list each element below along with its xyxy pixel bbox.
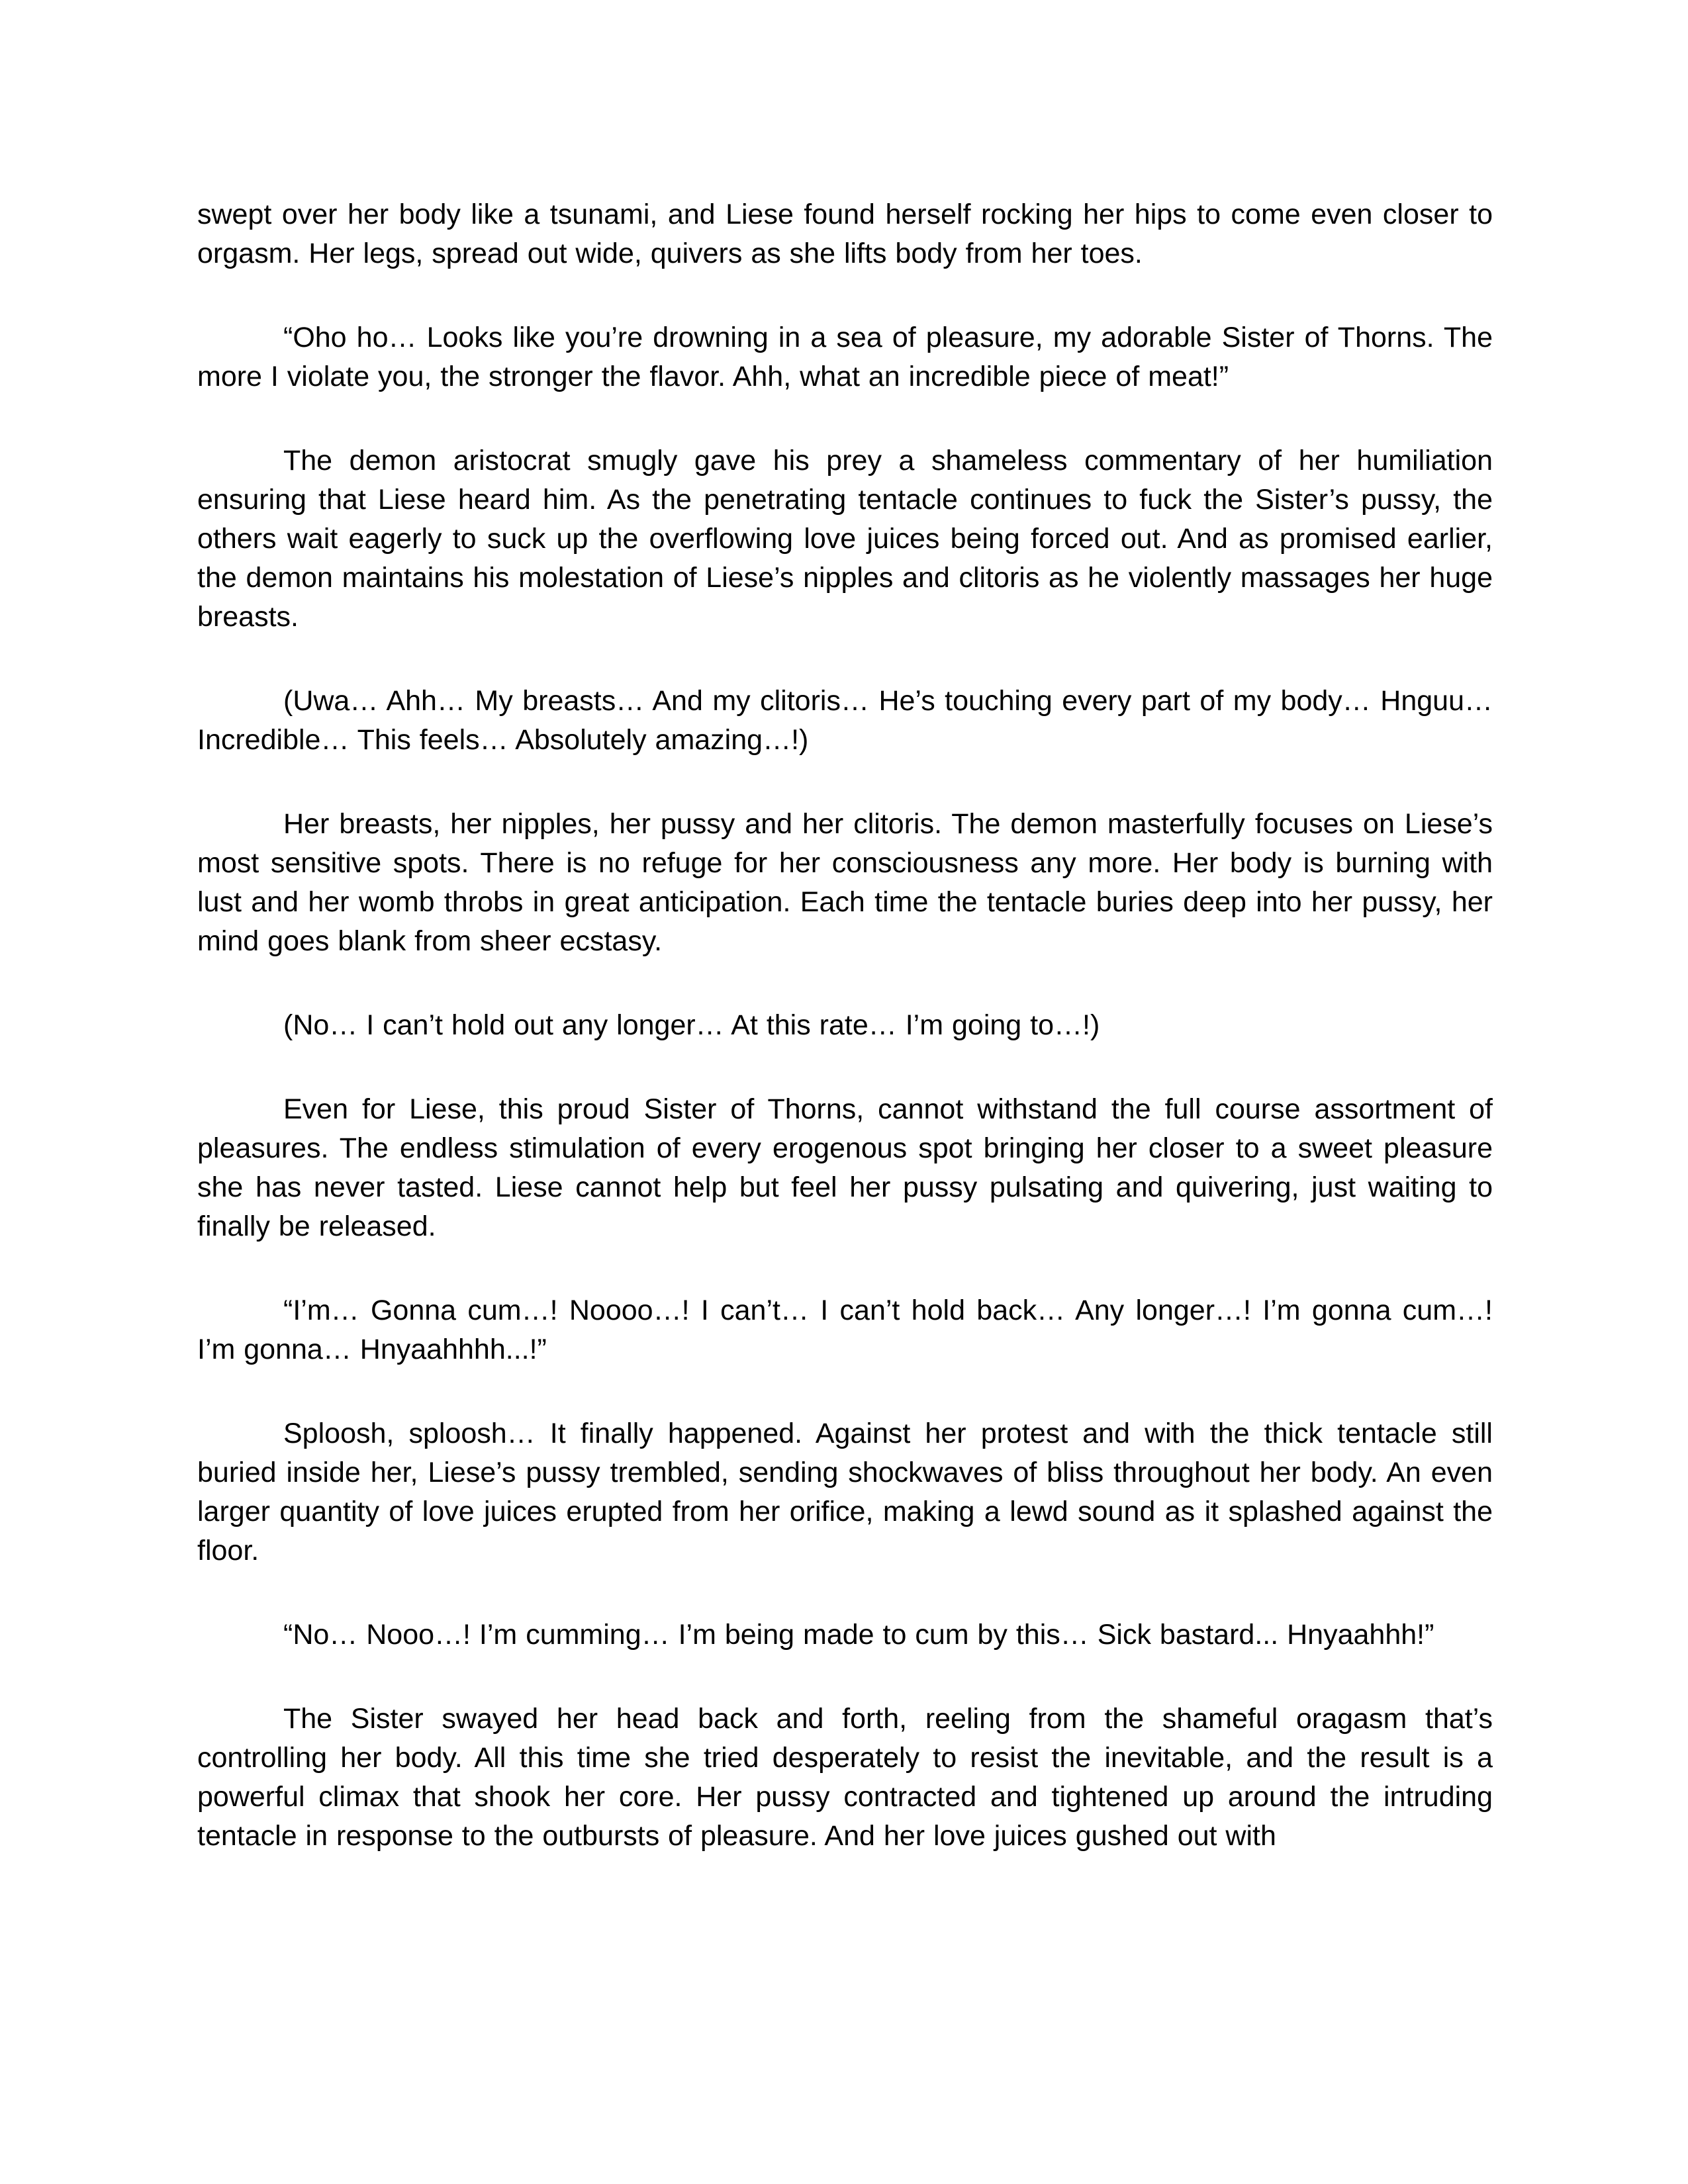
paragraph: “Oho ho… Looks like you’re drowning in a sea of pleasure, my adorable Sister of Thorns. The more I violate you, the stronger the flavor. Ahh, what an incredible piece of meat!”	[197, 322, 1493, 392]
paragraph: (Uwa… Ahh… My breasts… And my clitoris… He’s touching every part of my body… Hnguu… Incredible… This feels… Absolutely amazing…!)	[197, 685, 1493, 756]
paragraph: “No… Nooo…! I’m cumming… I’m being made to cum by this… Sick bastard... Hnyaahhh!”	[283, 1619, 1434, 1651]
paragraph: Her breasts, her nipples, her pussy and her clitoris. The demon masterfully focuses on Liese’s most sensitive spots. There is no refuge for her consciousness any more. Her body is burning with lust and her womb throbs in great anticipation. Each time the tentacle buries deep into her pussy, her mind goes blank from sheer ecstasy.	[197, 808, 1493, 957]
text-block	[197, 195, 1493, 1901]
paragraph: Even for Liese, this proud Sister of Thorns, cannot withstand the full course assortment of pleasures. The endless stimulation of every erogenous spot bringing her closer to a sweet pleasure she has never tasted. Liese cannot help but feel her pussy pulsating and quivering, just waiting to finally be released.	[197, 1093, 1493, 1242]
paragraph: (No… I can’t hold out any longer… At this rate… I’m going to…!)	[283, 1009, 1100, 1041]
paragraph: “I’m… Gonna cum…! Noooo…! I can’t… I can’t hold back… Any longer…! I’m gonna cum…! I’m gonna… Hnyaahhhh...!”	[197, 1295, 1493, 1365]
paragraph: swept over her body like a tsunami, and Liese found herself rocking her hips to come even closer to orgasm. Her legs, spread out wide, quivers as she lifts body from her toes.	[197, 199, 1493, 269]
paragraph: The Sister swayed her head back and forth, reeling from the shameful oragasm that’s controlling her body. All this time she tried desperately to resist the inevitable, and the result is a powerful climax that shook her core. Her pussy contracted and tightened up around the intruding tentacle in response to the outbursts of pleasure. And her love juices gushed out with	[197, 1703, 1493, 1852]
paragraph: The demon aristocrat smugly gave his prey a shameless commentary of her humiliation ensuring that Liese heard him. As the penetrating tentacle continues to fuck the Sister’s pussy, the others wait eagerly to suck up the overflowing love juices being forced out. And as promised earlier, the demon maintains his molestation of Liese’s nipples and clitoris as he violently massages her huge breasts.	[197, 445, 1493, 633]
paragraph: Sploosh, sploosh… It finally happened. Against her protest and with the thick tentacle still buried inside her, Liese’s pussy trembled, sending shockwaves of bliss throughout her body. An even larger quantity of love juices erupted from her orifice, making a lewd sound as it splashed against the floor.	[197, 1418, 1493, 1567]
